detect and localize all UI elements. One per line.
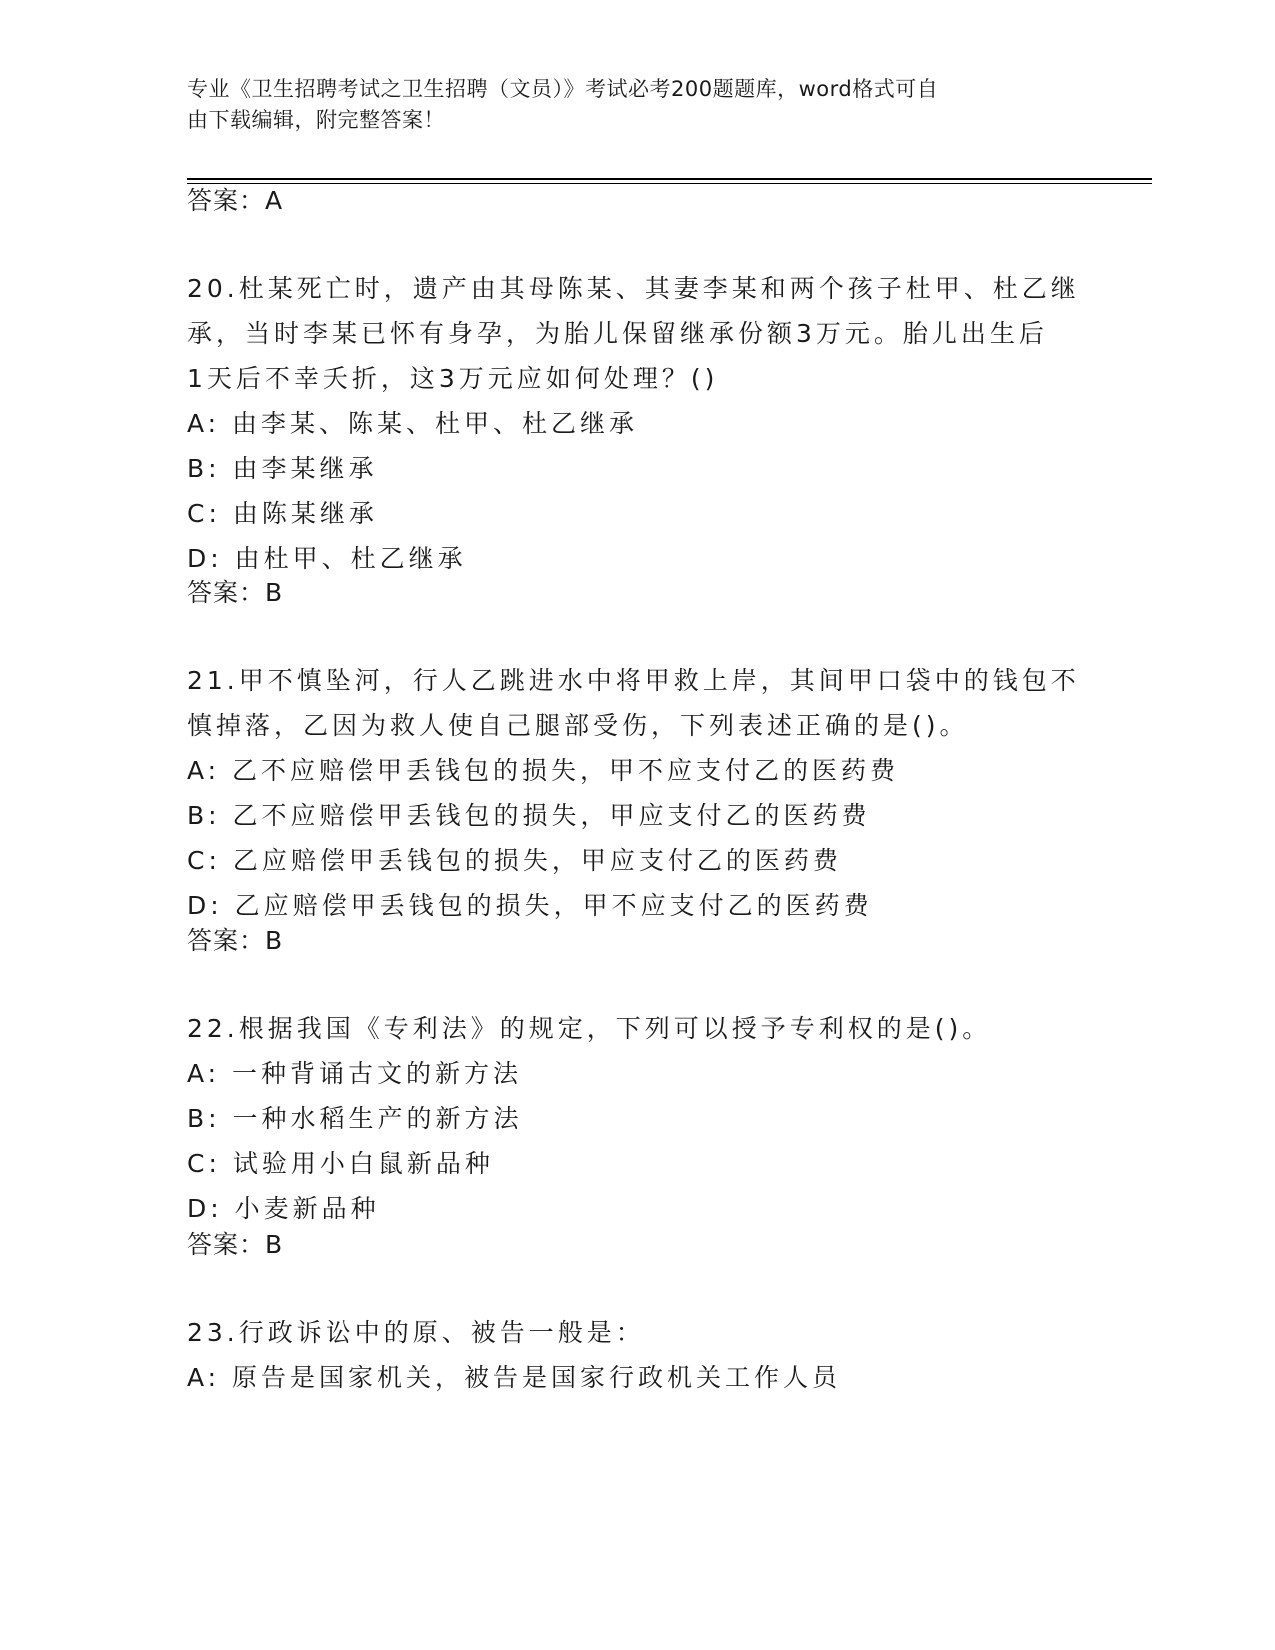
option-d: D: 小麦新品种 (187, 1194, 380, 1223)
header-line-2: 由下载编辑，附完整答案！ (187, 108, 445, 132)
question-stem-line: 慎掉落，乙因为救人使自己腿部受伤，下列表述正确的是()。 (187, 711, 969, 740)
header-line-1: 专业《卫生招聘考试之卫生招聘（文员）》考试必考200题题库，word格式可自 (187, 77, 939, 101)
question-22 (187, 1006, 1087, 1231)
question-stem-line: 23.行政诉讼中的原、被告一般是： (187, 1318, 645, 1347)
option-d: D: 由杜甲、杜乙继承 (187, 544, 467, 573)
question-20 (187, 266, 1087, 581)
answer-q19: 答案：A (187, 186, 284, 215)
option-b: B: 由李某继承 (187, 454, 378, 483)
option-b: B: 一种水稻生产的新方法 (187, 1104, 523, 1133)
question-23 (187, 1310, 1087, 1400)
option-c: C: 由陈某继承 (187, 499, 378, 528)
header-divider-thin (187, 183, 1152, 184)
option-c: C: 试验用小白鼠新品种 (187, 1149, 494, 1178)
question-21 (187, 658, 1087, 928)
option-d: D: 乙应赔偿甲丢钱包的损失，甲不应支付乙的医药费 (187, 891, 873, 920)
header-divider-thick (187, 178, 1152, 180)
question-stem-line: 承，当时李某已怀有身孕，为胎儿保留继承份额3万元。胎儿出生后 (187, 319, 1048, 348)
option-a: A: 原告是国家机关，被告是国家行政机关工作人员 (187, 1363, 842, 1392)
question-stem-line: 21.甲不慎坠河，行人乙跳进水中将甲救上岸，其间甲口袋中的钱包不 (187, 666, 1080, 695)
document-header (187, 74, 1067, 136)
answer-q20: 答案：B (187, 578, 284, 607)
option-b: B: 乙不应赔偿甲丢钱包的损失，甲应支付乙的医药费 (187, 801, 871, 830)
option-a: A: 由李某、陈某、杜甲、杜乙继承 (187, 409, 639, 438)
answer-q21: 答案：B (187, 926, 284, 955)
question-stem-line: 1天后不幸夭折，这3万元应如何处理？() (187, 364, 719, 393)
option-c: C: 乙应赔偿甲丢钱包的损失，甲应支付乙的医药费 (187, 846, 842, 875)
question-stem-line: 22.根据我国《专利法》的规定，下列可以授予专利权的是()。 (187, 1014, 992, 1043)
option-a: A: 乙不应赔偿甲丢钱包的损失，甲不应支付乙的医药费 (187, 756, 900, 785)
question-stem-line: 20.杜某死亡时，遗产由其母陈某、其妻李某和两个孩子杜甲、杜乙继 (187, 274, 1080, 303)
option-a: A: 一种背诵古文的新方法 (187, 1059, 523, 1088)
answer-q22: 答案：B (187, 1230, 284, 1259)
